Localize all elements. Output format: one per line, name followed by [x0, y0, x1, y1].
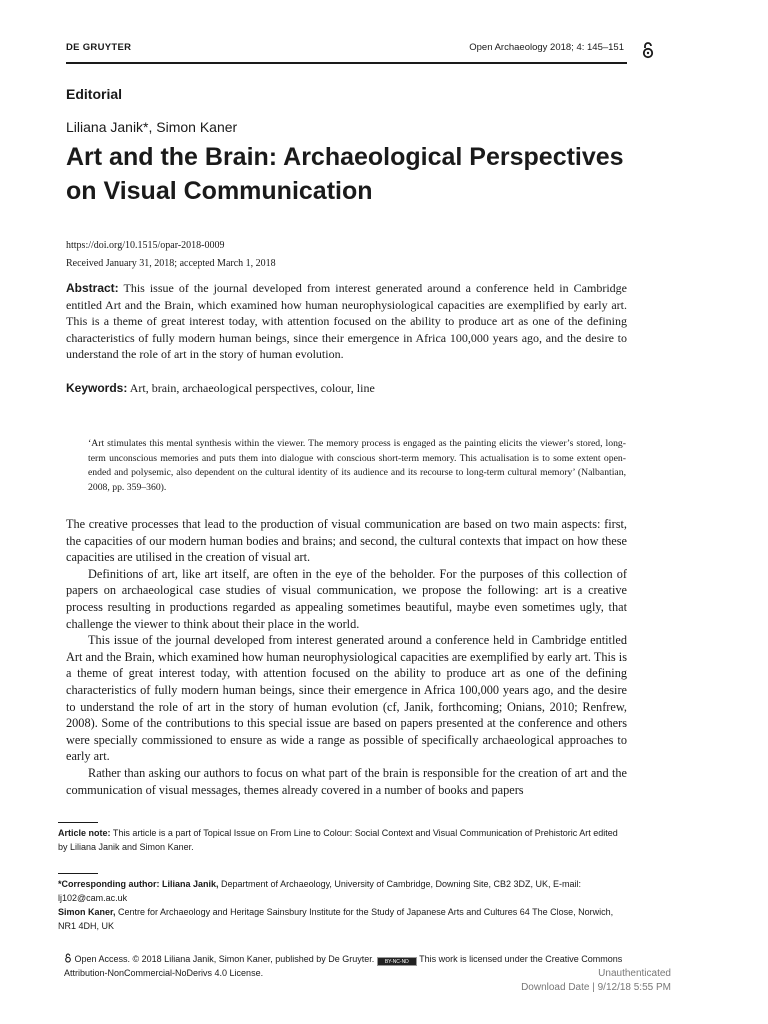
received-dates: Received January 31, 2018; accepted March 1, 2018 — [66, 258, 276, 269]
second-author-label: Simon Kaner, — [58, 907, 116, 917]
download-date-stamp: Download Date | 9/12/18 5:55 PM — [521, 982, 671, 993]
body-paragraph: Definitions of art, like art itself, are often in the eye of the beholder. For the purposes of this collection of papers on archaeological case studies of visual communication, we propose the following: art is a creative process resulting in productions regarded as appealing sometimes beautiful, maybe even sometimes ugly, that challenge the viewer to think about their place in the world. — [66, 566, 627, 631]
open-access-small-icon — [64, 953, 72, 963]
keywords-label: Keywords: — [66, 381, 128, 395]
corresponding-text: Department of Archaeology, University of Cambridge, Downing Site, CB2 3DZ, UK, E-mail: lj102@cam.ac.uk — [58, 879, 582, 904]
body-paragraph: This issue of the journal developed from interest generated around a conference held in Cambridge entitled Art and the Brain, which examined how human neurophysiological capacities are exemplified by early art. This is a theme of great interest today, with attention focused on the ability to produce art as one of the defining characteristics of fully modern human beings, since their emergence in Africa 100,000 years ago, and the desire to understand the role of art in the story of human evolution (cf, Janik, forthcoming; Onians, 2010; Renfrew, 2008). Some of the contributions to this special issue are based on papers presented at the conference and others were specially commissioned to ensure as wide a range as possible of specifically archaeological approaches to early art. — [66, 633, 627, 764]
publisher-name: DE GRUYTER — [66, 42, 132, 53]
open-access-icon — [641, 41, 655, 59]
license-text-end: This work is licensed under the Creative Commons Attribution-NonCommercial-NoDerivs 4.0 License. — [64, 954, 623, 979]
abstract-label: Abstract: — [66, 281, 119, 295]
body-paragraph: Rather than asking our authors to focus on what part of the brain is responsible for the creation of art and the communication of visual messages, themes already covered in a number of books and papers — [66, 765, 627, 797]
abstract — [66, 280, 627, 363]
unauthenticated-stamp: Unauthenticated — [598, 968, 671, 979]
keywords-text: Art, brain, archaeological perspectives, colour, line — [127, 381, 375, 395]
epigraph-quote: ‘Art stimulates this mental synthesis within the viewer. The memory process is engaged as the painting elicits the viewer’s stored, long-term unconscious memories and puts them into dialogue with conscious short-term memory. This actualisation is to some extent open-ended and polysemic, also dependent on the cultural identity of its audience and its recourse to long-term cultural memory’ (Nalbantian, 2008, pp. 359–360). — [88, 438, 626, 493]
corresponding-label: *Corresponding author: Liliana Janik, — [58, 879, 219, 889]
header-rule — [66, 62, 627, 64]
journal-reference: Open Archaeology 2018; 4: 145–151 — [469, 42, 624, 53]
body-paragraph: The creative processes that lead to the production of visual communication are based on two main aspects: first, the capacities of our modern human bodies and brains; and second, the cultural contexts that impact on how these capacities are utilised in the creation of visual art. — [66, 517, 627, 565]
doi-link[interactable]: https://doi.org/10.1515/opar-2018-0009 — [66, 240, 225, 251]
footnote-rule — [58, 822, 98, 823]
footnote-rule — [58, 873, 98, 874]
second-author-note — [58, 905, 628, 934]
article-title: Art and the Brain: Archaeological Perspectives on Visual Communication — [66, 143, 624, 205]
body-text — [66, 516, 627, 798]
article-authors: Liliana Janik*, Simon Kaner — [66, 119, 238, 135]
article-note — [58, 826, 628, 855]
section-label: Editorial — [66, 86, 123, 102]
article-note-label: Article note: — [58, 828, 111, 838]
cc-license-badge-icon: BY-NC-ND — [377, 957, 417, 966]
second-author-text: Centre for Archaeology and Heritage Sainsbury Institute for the Study of Japanese Arts and Cultures 64 The Close, Norwich, NR1 4DH, UK — [58, 907, 614, 932]
license-text-start: Open Access. © 2018 Liliana Janik, Simon Kaner, published by De Gruyter. — [72, 954, 377, 964]
license-note — [64, 952, 630, 981]
abstract-text: This issue of the journal developed from interest generated around a conference held in Cambridge entitled Art and the Brain, which examined how human neurophysiological capacities are exemplified by early art. This is a theme of great interest today, with attention focused on the ability to produce art as one of the defining characteristics of fully modern human beings, since their emergence in Africa 100,000 years ago, and the desire to understand the role of art in the story of human evolution. — [66, 281, 627, 362]
article-note-text: This article is a part of Topical Issue on From Line to Colour: Social Context and Visual Communication of Prehistoric Art edited by Liliana Janik and Simon Kaner. — [58, 828, 618, 853]
corresponding-author-note — [58, 877, 628, 906]
keywords — [66, 381, 627, 396]
